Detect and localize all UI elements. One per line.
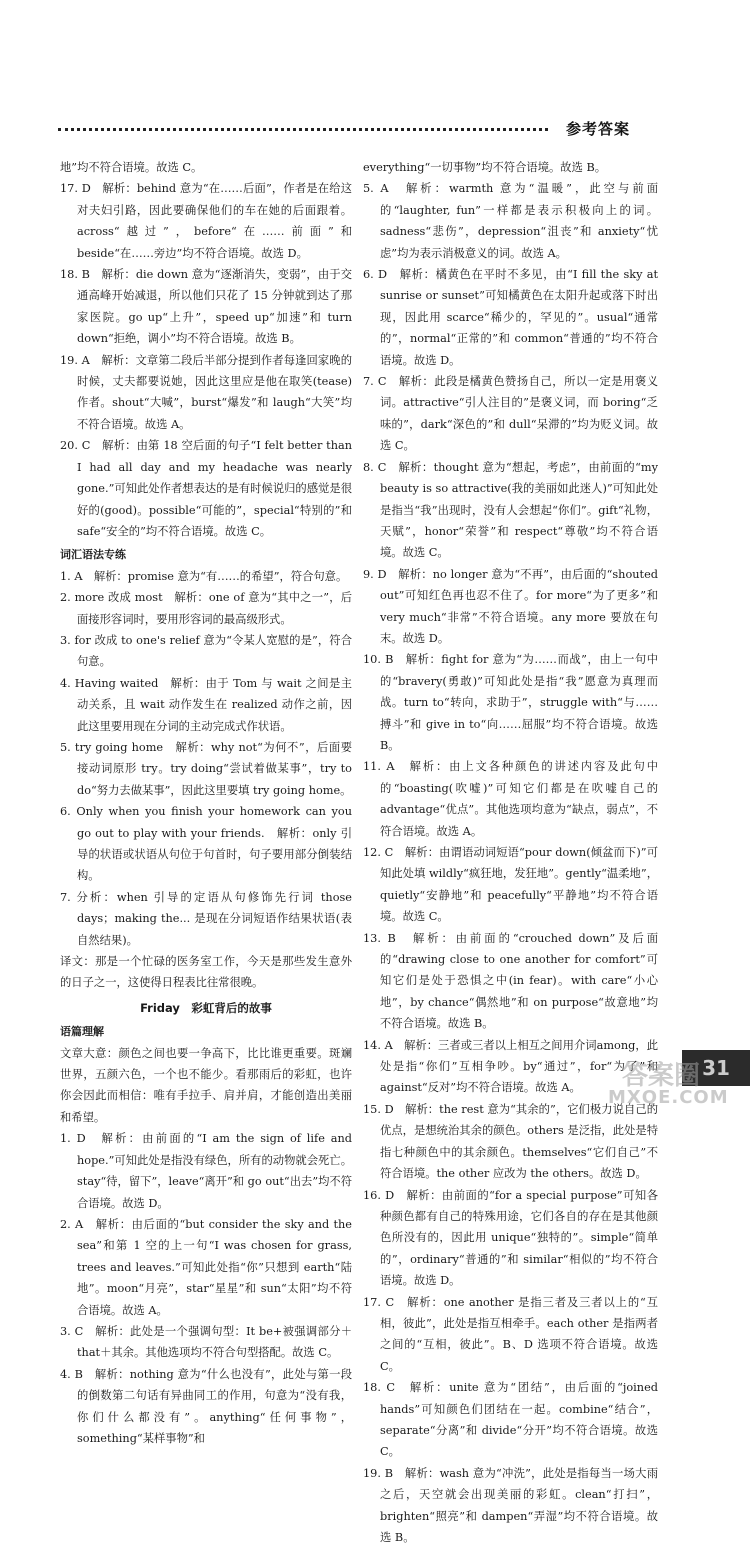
right-column	[363, 157, 658, 1548]
answer-entry: 12. C 解析：由谓语动词短语“pour down(倾盆而下)”可知此处填 wildly“疯狂地，发狂地”。gently“温柔地”，quietly“安静地”和 peacefully“平静地”均不符合语境。故选 C。	[363, 846, 658, 924]
answer-entry: 8. C 解析：thought 意为“想起，考虑”，由前面的“my beauty is so attractive(我的美丽如此迷人)”可知此处是指当“我”出现时，没有人会想起“你们”。gift“礼物，天赋”，honor“荣誉”和 respect“尊敬”均不符合语境。故选 C。	[363, 460, 658, 560]
text-paragraph: 地”均不符合语境。故选 C。	[60, 161, 203, 174]
answer-entry: 13. B 解析：由前面的“crouched down”及后面的“drawing close to one another for comfort”可知它们是处于恐惧之中(in fear)。with care“小心地”，by chance“偶然地”和 on purpose“故意地”均不符合语境。故选 B。	[363, 931, 658, 1031]
answer-entry: 19. A 解析：文章第二段后半部分提到作者每逢回家晚的时候，丈夫都要说她，因此这里应是他在取笑(tease)作者。shout“大喊”，burst“爆发”和 laugh“大笑”均不符合语境。故选 A。	[60, 353, 352, 431]
text-paragraph: 文章大意：颜色之间也要一争高下，比比谁更重要。斑斓世界，五颜六色，一个也不能少。看那雨后的彩虹，也许你会因此而相信：唯有手拉手、肩并肩，才能创造出美丽和希望。	[60, 1046, 352, 1124]
answer-entry: 2. more 改成 most 解析：one of 意为“其中之一”，后面接形容词时，要用形容词的最高级形式。	[60, 591, 352, 626]
left-column	[60, 157, 352, 1449]
answer-entry: 2. A 解析：由后面的“but consider the sky and the sea”和第 1 空的上一句“I was chosen for grass, trees and leaves.”可知此处指“你”只想到 earth“陆地”。moon“月亮”，star“星星”和 sun“太阳”均不符合语境。故选 A。	[60, 1217, 352, 1317]
answer-entry: 4. Having waited 解析：由于 Tom 与 wait 之间是主动关系，且 wait 动作发生在 realized 动作之前，因此这里要用现在分词的主动完成式作状语。	[60, 676, 352, 733]
answer-entry: 7. 分析：when 引导的定语从句修饰先行词 those days；making the... 是现在分词短语作结果状语(表自然结果)。	[60, 890, 352, 947]
answer-entry: 5. try going home 解析：why not“为何不”，后面要接动词原形 try。try doing“尝试着做某事”，try to do“努力去做某事”，因此这里要填 try going home。	[60, 740, 352, 797]
answer-entry: 10. B 解析：fight for 意为“为……而战”，由上一句中的“bravery(勇敢)”可知此处是指“我”愿意为真理而战。turn to“转向，求助于”，struggle with“与……搏斗”和 give in to“向……屈服”均不符合语境。故选 B。	[363, 653, 658, 752]
answer-entry: 6. D 解析：橘黄色在平时不多见，由“I fill the sky at sunrise or sunset”可知橘黄色在太阳升起或落下时出现，因此用 scarce“稀少的，罕见的”。usual“通常的”，normal“正常的”和 common“普通的”均不符合语境。故选 D。	[363, 268, 658, 367]
watermark-logo-text: 答案圈	[622, 1061, 701, 1091]
answer-entry: 3. for 改成 to one's relief 意为“令某人宽慰的是”，符合句意。	[60, 633, 352, 669]
page-header-title: 参考答案	[566, 120, 631, 138]
answer-entry: 17. C 解析：one another 是指三者及三者以上的“互相，彼此”，此处是指互相牵手。each other 是指两者之间的“互相，彼此”。B、D 选项不符合语境。故选 C。	[363, 1295, 658, 1373]
text-paragraph: everything“一切事物”均不符合语境。故选 B。	[363, 161, 607, 174]
answer-entry: 3. C 解析：此处是一个强调句型：It be+被强调部分＋that＋其余。其他选项均不符合句型搭配。故选 C。	[60, 1324, 352, 1360]
answer-entry: 20. C 解析：由第 18 空后面的句子“I felt better than I had all day and my headache was nearly gone.”可知此处作者想表达的是有时候说归的感觉是很好的(good)。possible“可能的”，special“特别的”和 safe“安全的”均不符合语境。故选 C。	[60, 439, 352, 538]
section-heading: 语篇理解	[60, 1025, 104, 1039]
answer-entry: 1. D 解析：由前面的“I am the sign of life and hope.”可知此处是指没有绿色，所有的动物就会死亡。stay“待，留下”，leave“离开”和 go out“出去”均不符合语境。故选 D。	[60, 1132, 352, 1210]
unit-title: Friday 彩虹背后的故事	[140, 1000, 272, 1015]
watermark-logo	[600, 1055, 750, 1109]
answer-entry: 14. A 解析：三者或三者以上相互之间用介词among，此处是指“你们”互相争吵。by“通过”，for“为了”和 against“反对”均不符合语境。故选 A。	[363, 1038, 658, 1095]
answer-entry: 16. D 解析：由前面的“for a special purpose”可知各种颜色都有自己的特殊用途，它们各自的存在是其他颜色所没有的，因此用 unique“独特的”。simple“简单的”，ordinary“普通的”和 similar“相似的”均不符合语境。故选 D。	[363, 1188, 658, 1288]
answer-entry: 18. C 解析：unite 意为“团结”，由后面的“joined hands”可知颜色们团结在一起。combine“结合”，separate“分离”和 divide“分开”均不符合语境。故选 C。	[363, 1381, 658, 1459]
answer-entry: 4. B 解析：nothing 意为“什么也没有”，此处与第一段的倒数第二句话有异曲同工的作用，句意为“没有我，你们什么都没有”。anything“任何事物”，something“某样事物”和	[60, 1367, 352, 1445]
answer-entry: 11. A 解析：由上文各种颜色的讲述内容及此句中的“boasting(吹嘘)”可知它们都是在吹嘘自己的 advantage“优点”。其他选项均意为“缺点，弱点”，不符合语境。故选 A。	[363, 760, 658, 838]
header-dotted-rule	[58, 128, 548, 131]
answer-entry: 18. B 解析：die down 意为“逐渐消失，变弱”，由于交通高峰开始减退，所以他们只花了 15 分钟就到达了那家医院。go up“上升”，speed up“加速”和 turn down“拒绝，调小”均不符合语境。故选 B。	[60, 268, 352, 346]
section-heading: 词汇语法专练	[60, 548, 126, 562]
page-number-tab: 31	[682, 1050, 750, 1086]
text-paragraph: 译文：那是一个忙碌的医务室工作，今天是那些发生意外的日子之一，这使得日程表比往常很晚。	[60, 955, 352, 990]
answer-entry: 6. Only when you finish your homework can you go out to play with your friends. 解析：only 引导的状语或状语从句位于句首时，句子要用部分倒装结构。	[60, 805, 352, 883]
answer-entry: 9. D 解析：no longer 意为“不再”，由后面的“shouted out”可知红色再也忍不住了。for more“为了更多”和 very much“非常”不符合语境。any more 要放在句末。故选 D。	[363, 567, 658, 645]
watermark-url: MXQE.COM	[608, 1087, 729, 1108]
answer-entry: 15. D 解析：the rest 意为“其余的”，它们极力说自己的优点，是想统治其余的颜色。others 是泛指，此处是特指七种颜色中的其余颜色。themselves“它们自己”不符合语境。the other 应改为 the others。故选 D。	[363, 1102, 658, 1181]
answer-entry: 17. D 解析：behind 意为“在……后面”，作者是在给这对夫妇引路，因此要确保他们的车在她的后面跟着。across“越过”，before“在……前面”和 beside“在……旁边”均不符合语境。故选 D。	[60, 182, 352, 260]
answer-entry: 19. B 解析：wash 意为“冲洗”，此处是指每当一场大雨之后，天空就会出现美丽的彩虹。clean“打扫”，brighten“照亮”和 dampen“弄湿”均不符合语境。故选 B。	[363, 1466, 658, 1544]
answer-entry: 1. A 解析：promise 意为“有……的希望”，符合句意。	[60, 569, 348, 583]
answer-entry: 5. A 解析：warmth 意为“温暖”，此空与前面的“laughter, fun”一样都是表示积极向上的词。sadness“悲伤”，depression“沮丧”和 anxiety“忧虑”均为表示消极意义的词。故选 A。	[363, 182, 658, 260]
answer-entry: 7. C 解析：此段是橘黄色赞扬自己，所以一定是用褒义词。attractive“引人注目的”是褒义词，而 boring“乏味的”，dark“深色的”和 dull“呆滞的”均为贬义词。故选 C。	[363, 375, 658, 453]
